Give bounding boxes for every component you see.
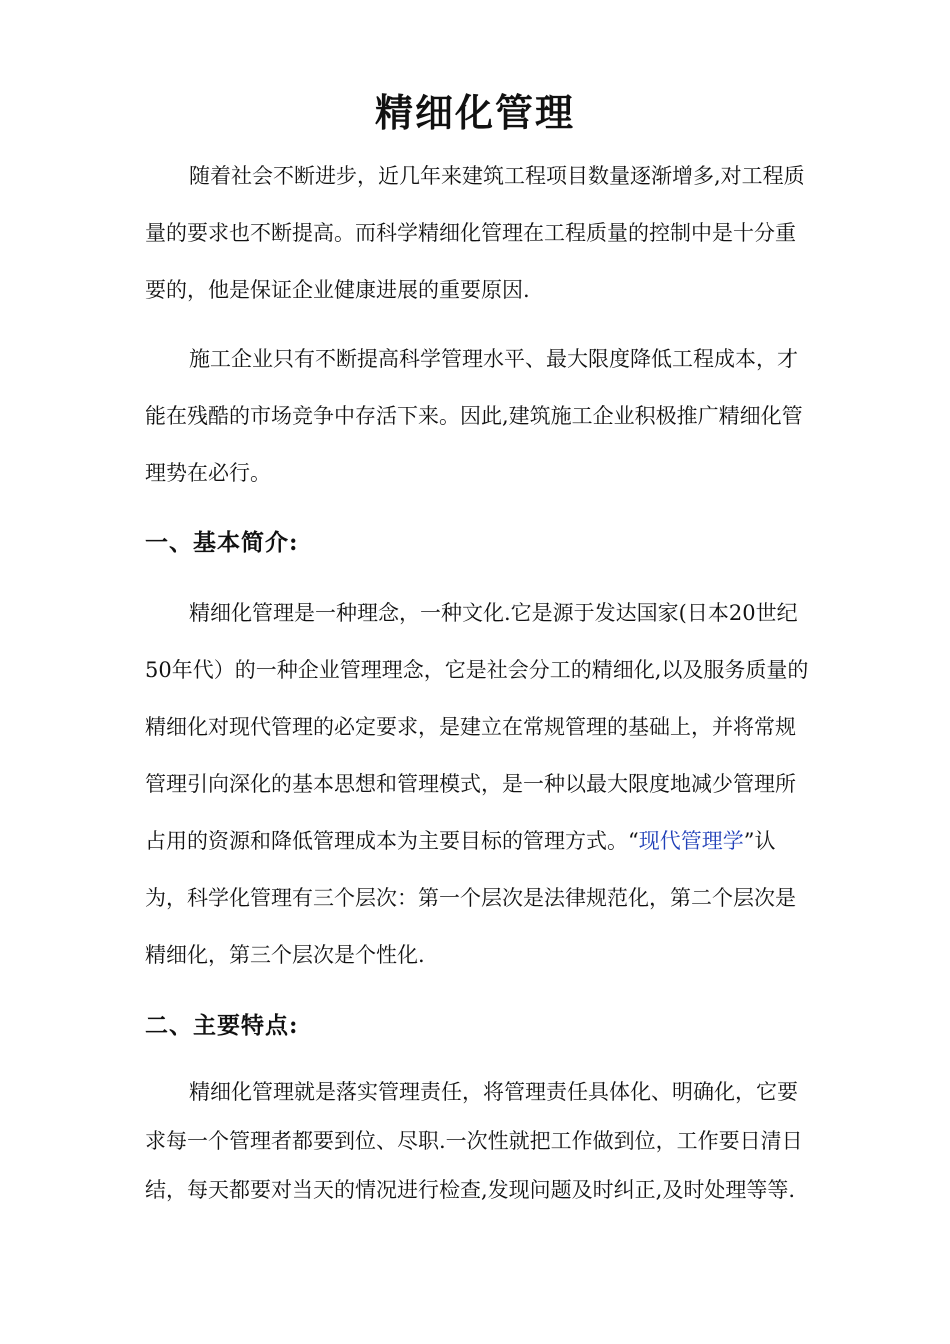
section-heading-basic-intro: 一、基本简介:	[145, 529, 299, 556]
intro-paragraph-1: 随着社会不断进步，近几年来建筑工程项目数量逐渐增多,对工程质量的要求也不断提高。而科学精细化管理在工程质量的控制中是十分重要的，他是保证企业健康进展的重要原因.	[145, 164, 805, 302]
intro-paragraph-2: 施工企业只有不断提高科学管理水平、最大限度降低工程成本，才能在残酷的市场竞争中存活下来。因此,建筑施工企业积极推广精细化管理势在必行。	[145, 347, 803, 485]
section-1-text-before-link: 精细化管理是一种理念，一种文化.它是源于发达国家(日本20世纪50年代）的一种企业管理理念，它是社会分工的精细化,以及服务质量的精细化对现代管理的必定要求，是建立在常规管理的基础上，并将常规管理引向深化的基本思想和管理模式，是一种以最大限度地减少管理所占用的资源和降低管理成本为主要目标的管理方式。“	[145, 601, 809, 853]
document-title: 精细化管理	[374, 90, 575, 136]
section-2-paragraph: 精细化管理就是落实管理责任，将管理责任具体化、明确化，它要求每一个管理者都要到位、尽职.一次性就把工作做到位，工作要日清日结，每天都要对当天的情况进行检查,发现问题及时纠正,及时处理等等.	[145, 1080, 803, 1202]
section-1-paragraph	[145, 585, 810, 984]
section-heading-main-features: 二、主要特点:	[145, 1012, 299, 1039]
section-1-text-after-link: ”认为，科学化管理有三个层次：第一个层次是法律规范化，第二个层次是精细化，第三个层次是个性化.	[145, 829, 796, 967]
modern-management-link[interactable]: 现代管理学	[638, 829, 744, 853]
